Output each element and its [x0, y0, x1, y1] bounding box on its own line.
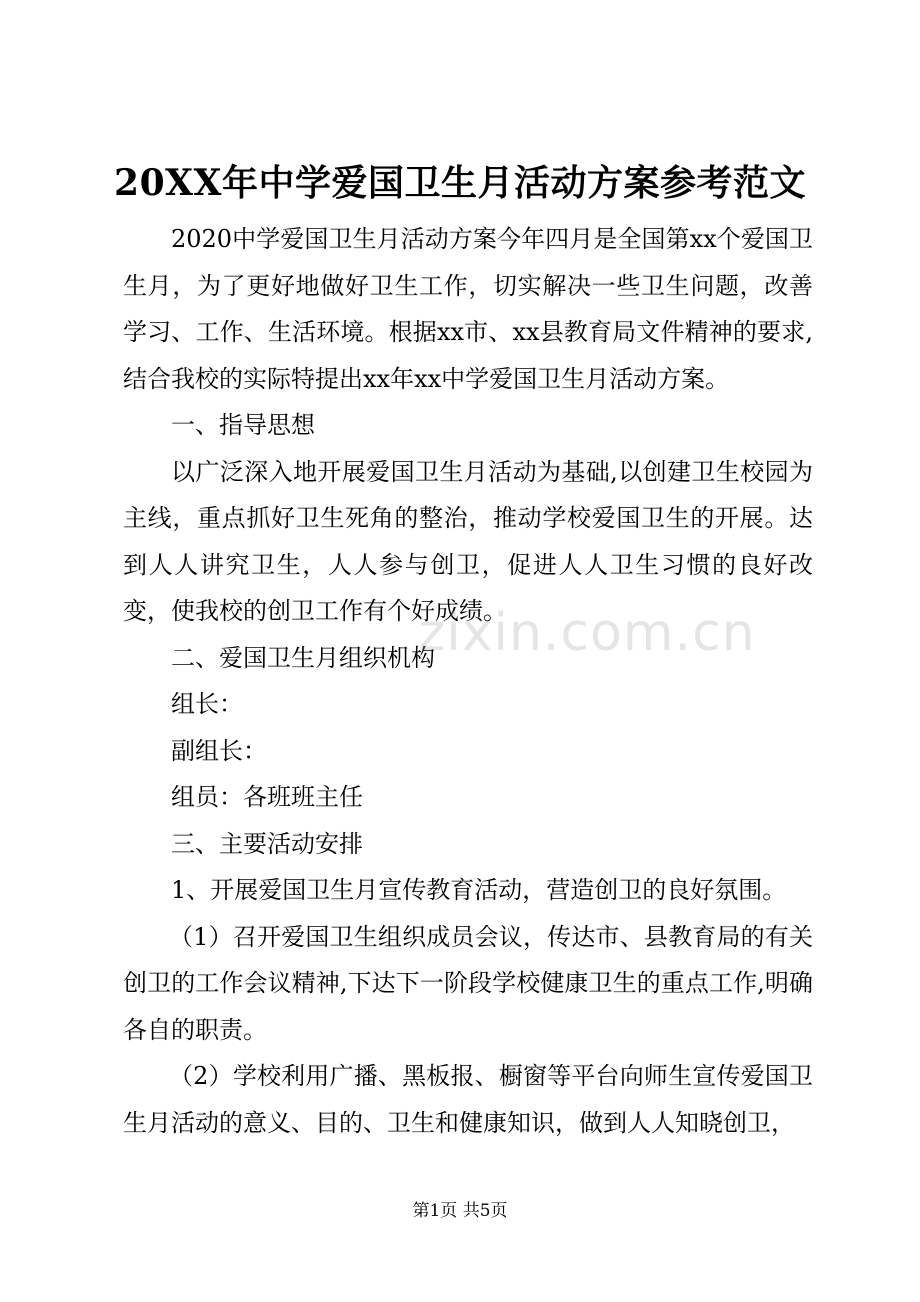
intro-paragraph: 2020中学爱国卫生月活动方案今年四月是全国第xx个爱国卫生月，为了更好地做好卫生工作，切实解决一些卫生问题，改善学习、工作、生活环境。根据xx市、xx县教育局文件精神的要求,结合我校的实际特提出xx年xx中学爱国卫生月活动方案。 [123, 225, 813, 393]
page-footer: 第1页 共5页 [412, 1201, 508, 1221]
section-heading-guiding-ideology: 一、指导思想 [171, 411, 315, 439]
guiding-ideology-paragraph: 以广泛深入地开展爱国卫生月活动为基础,以创建卫生校园为主线，重点抓好卫生死角的整治，推动学校爱国卫生的开展。达到人人讲究卫生，人人参与创卫，促进人人卫生习惯的良好改变，使我校的创卫工作有个好成绩。 [123, 457, 813, 625]
section-heading-activities: 三、主要活动安排 [171, 829, 363, 858]
document-body [123, 216, 813, 1146]
team-leader-line: 组长： [171, 690, 243, 718]
section-heading-organization: 二、爱国卫生月组织机构 [171, 643, 435, 672]
activity-subitem-1: （1）召开爱国卫生组织成员会议，传达市、县教育局的有关创卫的工作会议精神,下达下一阶段学校健康卫生的重点工作,明确各自的职责。 [123, 922, 813, 1044]
watermark-text: zixin.com.cn [418, 603, 756, 663]
activity-subitem-2: （2）学校利用广播、黑板报、橱窗等平台向师生宣传爱国卫生月活动的意义、目的、卫生和健康知识，做到人人知晓创卫， [123, 1062, 813, 1137]
activity-item-1: 1、开展爱国卫生月宣传教育活动，营造创卫的良好氛围。 [171, 876, 787, 904]
document-title: 20XX年中学爱国卫生月活动方案参考范文 [114, 162, 806, 204]
team-members-line: 组员：各班班主任 [171, 783, 363, 811]
deputy-leader-line: 副组长： [171, 736, 267, 765]
